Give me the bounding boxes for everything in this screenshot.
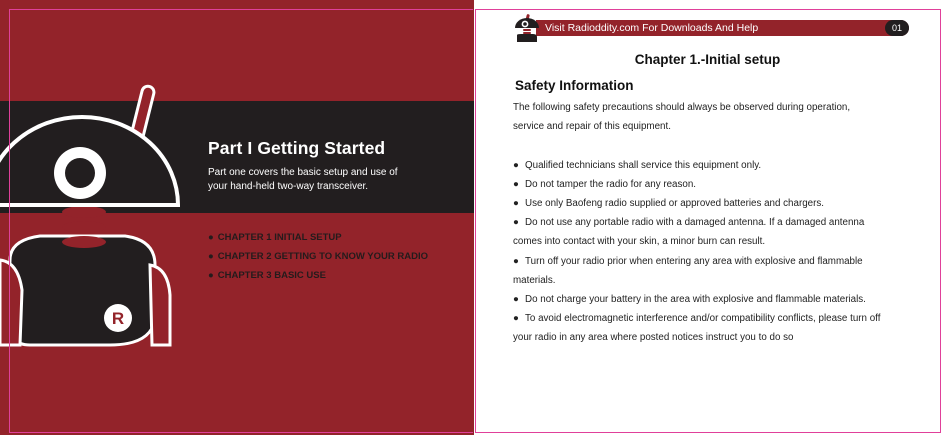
page-number: 01: [885, 20, 909, 36]
bullet-dot-icon: ●: [513, 217, 519, 229]
left-page: [0, 0, 474, 435]
bullet-line-text: Qualified technicians shall service this equipment only.: [525, 159, 762, 171]
bullet-dot-icon: ●: [513, 294, 519, 306]
chapter-item: [208, 231, 428, 250]
mascot-badge-letter: R: [111, 309, 125, 328]
header-link-text: Visit Radioddity.com For Downloads And Help: [545, 22, 759, 34]
chapter-item: [208, 250, 428, 269]
part-description-line-1: Part one covers the basic setup and use of: [208, 167, 398, 178]
bullet-dot-icon: ●: [513, 159, 519, 171]
bullet-dot-icon: ●: [208, 251, 214, 262]
chapter-heading: Chapter 1.-Initial setup: [634, 52, 781, 67]
continuation-line: your radio in any area where posted notices instruct you to do so: [513, 332, 794, 344]
bullet-line: [513, 213, 918, 232]
bullet-line: [513, 252, 918, 271]
intro-line: service and repair of this equipment.: [513, 121, 671, 133]
robot-small-icon: [513, 13, 541, 43]
continuation-line: comes into contact with your skin, a minor burn can result.: [513, 236, 766, 248]
bullet-line: [513, 156, 918, 175]
intro-line: The following safety precautions should always be observed during operation,: [513, 102, 851, 113]
chapter-item-label: CHAPTER 2 GETTING TO KNOW YOUR RADIO: [217, 251, 428, 262]
bullet-line: [513, 290, 918, 309]
bullet-line-text: Do not tamper the radio for any reason.: [525, 178, 696, 190]
bullet-line: [513, 194, 918, 213]
bullet-line-text: Turn off your radio prior when entering any area with explosive and flammable: [525, 255, 863, 267]
part-description-line-2: your hand-held two-way transceiver.: [208, 180, 369, 192]
bullet-line: [513, 175, 918, 194]
chapter-item-label: CHAPTER 1 INITIAL SETUP: [217, 232, 342, 243]
bullet-dot-icon: ●: [208, 232, 214, 243]
part-title: Part I Getting Started: [208, 138, 386, 158]
continuation-line: materials.: [513, 274, 556, 286]
chapter-list: [208, 231, 428, 288]
bullet-dot-icon: ●: [513, 178, 519, 190]
chapter-item-label: CHAPTER 3 BASIC USE: [217, 270, 326, 281]
chapter-item: [208, 269, 428, 288]
part-description: [208, 166, 448, 193]
safety-text: [513, 98, 918, 348]
bullet-dot-icon: ●: [208, 270, 214, 281]
bullet-line: [513, 309, 918, 328]
bullet-line-text: Do not use any portable radio with a damaged antenna. If a damaged antenna: [525, 217, 865, 229]
paragraph-gap: [513, 136, 918, 155]
bullet-line-text: Use only Baofeng radio supplied or approved batteries and chargers.: [525, 198, 824, 209]
bullet-dot-icon: ●: [513, 313, 519, 325]
bullet-dot-icon: ●: [513, 255, 519, 267]
bullet-dot-icon: ●: [513, 198, 519, 209]
bullet-line-text: Do not charge your battery in the area with explosive and flammable materials.: [525, 294, 866, 306]
section-heading: Safety Information: [515, 78, 634, 93]
bullet-line-text: To avoid electromagnetic interference and/or compatibility conflicts, please turn off: [525, 313, 881, 325]
